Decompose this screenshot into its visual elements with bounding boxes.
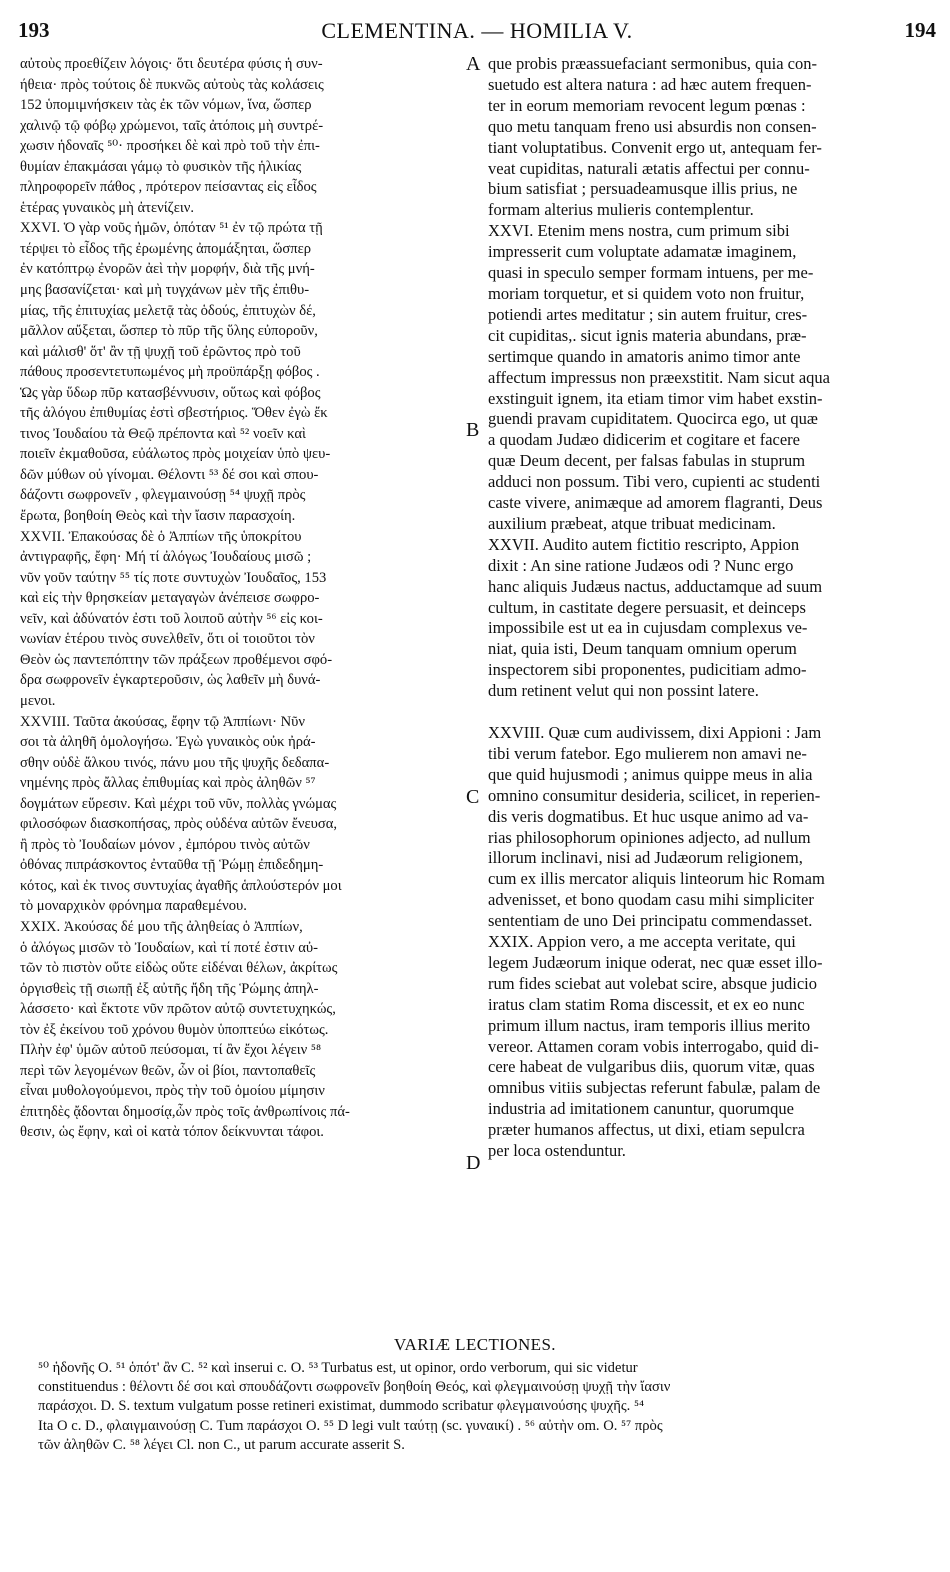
greek-line: θυμίαν ἐπακμάσαι γάμῳ τὸ φυσικὸν τῆς ἡλικίας [20, 158, 302, 175]
greek-line: ὁ ἀλόγως μισῶν τὸ Ἰουδαίων, καὶ τί ποτέ ἐστιν αὐ- [20, 939, 319, 956]
greek-line: 152 ὑπομιμνήσκειν τὰς ἐκ τῶν νόμων, ἵνα, ὥσπερ [20, 97, 312, 114]
greek-line: ἑτέρας γυναικὸς μὴ ἀτενίζειν. [20, 199, 195, 216]
latin-line: legem Judæorum inique oderat, nec quæ esset illo- [488, 952, 823, 972]
greek-line: θεσιν, ὡς ἔφην, καὶ οἱ κατὰ τόπον δείκνυνται τάφοι. [20, 1124, 324, 1141]
greek-line: καὶ εἰς τὴν θρησκείαν μεταγαγὼν ἀνέπεισε σωφρο- [20, 590, 320, 607]
latin-line: per loca ostenduntur. [488, 1141, 626, 1161]
greek-column [20, 54, 460, 1143]
latin-line: advenisset, et bono quodam casu mihi simpliciter [488, 890, 814, 910]
latin-line: impossibile est ut ea in cujusdam complexus ve- [488, 618, 808, 638]
latin-line: XXIX. Appion vero, a me accepta veritate, qui [488, 932, 796, 952]
latin-line: primum illum nactus, iram temporis illius merito [488, 1015, 811, 1035]
latin-line: XXVII. Audito autem fictitio rescripto, Appion [488, 534, 800, 554]
greek-line: ἢ πρὸς τὸ Ἰουδαίων μόνον , ἐμπόρου τινὸς αὐτῶν [20, 836, 310, 853]
margin-marker-b: B [466, 419, 480, 441]
latin-line: a quodam Judæo didicerim et cogitare et facere [488, 430, 800, 450]
latin-line: sententiam de uno Dei principatu commendasset. [488, 911, 813, 931]
latin-line: quæ Deum decent, per falsas fabulas in stuprum [488, 451, 806, 471]
greek-line: αὐτοὺς προεθίζειν λόγοις· ὅτι δευτέρα φύσις ἡ συν- [20, 56, 323, 72]
latin-line: XXVIII. Quæ cum audivissem, dixi Appioni : Jam [488, 722, 822, 742]
greek-line: Ὡς γὰρ ὕδωρ πῦρ κατασβέννυσιν, οὕτως καὶ φόβος [20, 384, 321, 401]
latin-line: omnibus vitiis subjectas referunt fabulæ, palam de [488, 1078, 821, 1098]
latin-line: bium satisfiat ; persuadeamusque illis prius, ne [488, 179, 798, 199]
latin-line: veat cupiditas, naturali ætatis affectui per connu- [488, 158, 810, 178]
latin-line: formam alterius mulieris contemplentur. [488, 200, 754, 220]
latin-line: que quid hujusmodi ; animus quippe meus in alia [488, 764, 813, 784]
latin-line: dis veris dogmatibus. Et huc usque animo ad va- [488, 806, 809, 826]
margin-marker-d: D [466, 1152, 481, 1174]
greek-line: Πλὴν ἐφ' ὑμῶν αὐτοῦ πεύσομαι, τί ἂν ἔχοι λέγειν ⁵⁸ [20, 1042, 322, 1059]
note-line: constituendus : θέλοντι δέ σοι καὶ σπουδάζοντι σωφρονεῖν βοηθοίη Θεός, καὶ φλεγμαινούσῃ ψυχῇ τὴν ἴασιν [38, 1379, 671, 1396]
latin-line: cere habeat de vulgaribus diis, quorum vitæ, quas [488, 1057, 815, 1077]
variae-lectiones-title: VARIÆ LECTIONES. [394, 1335, 556, 1354]
note-line: τῶν ἀληθῶν C. ⁵⁸ λέγει Cl. non C., ut parum accurate asserit S. [38, 1436, 405, 1453]
latin-line: caste vivere, animæque ad amorem flagranti, Deus [488, 493, 823, 513]
greek-line: εἶναι μυθολογούμενοι, πρὸς τὴν τοῦ ὁμοίου μίμησιν [20, 1083, 325, 1100]
greek-line: ποιεῖν ἐκμαθοῦσα, εὐάλωτος πρὸς μοιχείαν ὑπὸ ψευ- [20, 446, 331, 463]
greek-line: μᾶλλον αὔξεται, ὥσπερ τὸ πῦρ τῆς ὕλης εὐποροῦν, [20, 323, 318, 340]
greek-line: XXVIII. Ταῦτα ἀκούσας, ἔφην τῷ Ἀππίωνι· Νῦν [20, 713, 305, 730]
greek-line: κότος, καὶ ἐκ τινος συντυχίας ἀγαθῆς ἁπλούστερόν μοι [20, 877, 342, 894]
latin-line: illorum inclinavi, nisi ad Judæorum religionem, [488, 848, 803, 868]
greek-line: χωσιν ἡδοναῖς ⁵⁰· προσήκει δὲ καὶ πρὸ τοῦ τὴν ἐπι- [20, 138, 320, 155]
latin-line: impresserit cum voluptate adamatæ imaginem, [488, 242, 797, 262]
latin-line: suetudo est altera natura : ad hæc autem frequen- [488, 74, 812, 94]
page-number-left: 193 [18, 18, 50, 42]
greek-line: δῶν μύθων οὐ γίνομαι. Θέλοντι ⁵³ δέ σοι καὶ σπου- [20, 466, 319, 483]
latin-line: potiendi artes meditatur ; sin autem fruitur, cres- [488, 304, 808, 324]
greek-line: δάζοντι σωφρονεῖν , φλεγμαινούσῃ ⁵⁴ ψυχῇ πρὸς [20, 487, 306, 504]
latin-line: auxilium præbeat, atque tribuat medicinam. [488, 513, 776, 533]
greek-line: ἔρωτα, βοηθοίη Θεὸς καὶ τὴν ἴασιν παρασχοίη. [20, 508, 296, 525]
margin-marker-c: C [466, 786, 480, 808]
greek-line: σθην οὐδὲ ἄλκου τινός, πάνυ μου τῆς ψυχῆς δεδαπα- [20, 754, 330, 771]
greek-line: περὶ τῶν λεγομένων θεῶν, ὧν οἱ βίοι, παντοπαθεῖς [20, 1062, 316, 1079]
page-header [18, 18, 936, 46]
latin-line: ter in eorum memoriam revocent legum pœnas : [488, 95, 806, 115]
latin-line: vereor. Attamen coram vobis interrogabo, quid di- [488, 1036, 819, 1056]
latin-line: cultum, in castitate degere persuasit, et deinceps [488, 597, 806, 617]
latin-line: hanc aliquis Judæus nactus, adductamque ad suum [488, 576, 823, 596]
latin-line: XXVI. Etenim mens nostra, cum primum sibi [488, 221, 790, 241]
greek-line: τῶν τὸ πιστὸν οὔτε εἰδὼς οὔτε εἰδέναι θέλων, ἀκρίτως [20, 960, 338, 977]
greek-line: XXIX. Ἀκούσας δέ μου τῆς ἀληθείας ὁ Ἀππίων, [20, 918, 303, 935]
note-line: Ita O c. D., φλαιγμαινούσῃ C. Tum παράσχοι O. ⁵⁵ D legi vult ταύτῃ (sc. γυναικί) . ⁵⁶ αὐτὴν om. O. ⁵⁷ πρὸς [38, 1417, 663, 1434]
latin-line: omnino consumitur desideria, scilicet, in reperien- [488, 785, 821, 805]
latin-line: sertimque quando in amatoris animo timor ante [488, 346, 801, 366]
latin-line: rum fides sciebat aut volebat scire, absque judicio [488, 973, 817, 993]
greek-line: ἐπιτηδὲς ᾄδονται δημοσίᾳ,ὧν πρὸς τοῖς ἀνθρωπίνοις πά- [20, 1103, 350, 1120]
greek-line: λάσσετο· καὶ ἔκτοτε νῦν πρῶτον αὐτῷ συντετυχηκώς, [20, 1001, 336, 1018]
page-number-right: 194 [904, 18, 936, 42]
greek-line: νεῖν, καὶ ἀδύνατόν ἐστι τοῦ λοιποῦ αὐτὴν ⁵⁶ εἰς κοι- [20, 610, 323, 627]
greek-line: νῦν γοῦν ταύτην ⁵⁵ τίς ποτε συντυχὼν Ἰουδαῖος, 153 [20, 569, 327, 586]
latin-line: exstinguit ignem, ita etiam timor vim habet exstin- [488, 388, 823, 408]
latin-line: tiant voluptatibus. Convenit ergo ut, antequam fer- [488, 137, 822, 157]
latin-line: dixit : An sine ratione Judæos odi ? Nunc ergo [488, 555, 794, 575]
greek-line: τὸ μοναρχικὸν φρόνημα παραθεμένου. [20, 898, 247, 915]
greek-line: μίας, τῆς ἐπιτυχίας μελετᾷ τὰς ὁδούς, ἐπιτυχὼν δέ, [20, 302, 316, 319]
latin-line: iratus clam statim Roma discessit, et ex eo nunc [488, 994, 805, 1014]
latin-line: guendi pravam cupiditatem. Quocirca ego, ut quæ [488, 409, 818, 429]
greek-line: πάθους προσεντετυπωμένος μὴ προϋπάρξῃ φόβος . [20, 364, 320, 381]
latin-line: tibi verum fatebor. Ego mulierem non amavi ne- [488, 743, 807, 763]
greek-line: μενοι. [20, 692, 56, 709]
latin-line: cit cupiditas,. sicut ignis materia abundans, præ- [488, 325, 807, 345]
latin-line: moriam torquetur, et si quidem voto non fruitur, [488, 283, 805, 303]
latin-line: adduci non possum. Tibi vero, cupienti ac studenti [488, 472, 821, 492]
latin-line: dum retinent velut qui non possint latere. [488, 681, 759, 701]
running-title: CLEMENTINA. — HOMILIA V. [321, 18, 633, 43]
latin-line: affectum impressus non præexstitit. Nam sicut aqua [488, 367, 831, 387]
greek-line: τέρψει τὸ εἶδος τῆς ἐρωμένης ἀπομάξηται, ὥσπερ [20, 240, 312, 257]
greek-line: τῆς ἀλόγου ἐπιθυμίας ἐστὶ σβεστήριος. Ὅθεν ἐγὼ ἔκ [20, 405, 328, 422]
greek-line: XXVII. Ἐπακούσας δὲ ὁ Ἀππίων τῆς ὑποκρίτου [20, 528, 302, 545]
greek-line: πληροφορεῖν πάθος , πρότερον πείσαντας εἰς εἶδος [20, 179, 317, 196]
greek-line: σοι τὰ ἀληθῆ ὁμολογήσω. Ἐγὼ γυναικὸς οὐκ ἠρά- [20, 734, 316, 751]
latin-column [488, 54, 932, 1162]
latin-line: inspectorem sibi proponentes, pudicitiam admo- [488, 660, 807, 680]
latin-line: præter humanos affectus, ut dixi, etiam sepulcra [488, 1120, 805, 1140]
latin-line [488, 702, 932, 723]
latin-line: que probis præassuefaciant sermonibus, quia con- [488, 54, 818, 73]
variae-lectiones-notes [38, 1359, 934, 1455]
greek-line: νημένης πρὸς ἄλλας ἐπιθυμίας καὶ πρὸς ἀληθῶν ⁵⁷ [20, 775, 316, 792]
greek-line: ήθεια· πρὸς τούτοις δὲ πυκνῶς αὐτοὺς τὰς κολάσεις [20, 76, 324, 93]
greek-line: ἀντιγραφῆς, ἔφη· Μή τί ἀλόγως Ἰουδαίους μισῶ ; [20, 549, 312, 566]
latin-line: quasi in speculo semper formam intuens, per me- [488, 263, 814, 283]
greek-line: δογμάτων εὕρεσιν. Καὶ μέχρι τοῦ νῦν, πολλὰς γνώμας [20, 795, 337, 812]
greek-line: νωνίαν ἑτέρου τινὸς συνελθεῖν, ὅτι οἱ τοιοῦτοι τὸν [20, 631, 315, 648]
note-line: παράσχοι. D. S. textum vulgatum posse retineri existimat, dummodo scribatur φλεγμαινούσης ψυχῆς. ⁵⁴ [38, 1398, 645, 1415]
greek-line: Θεὸν ὡς παντεπόπτην τῶν πράξεων προθέμενοι σφό- [20, 651, 333, 668]
latin-line: quo metu tanquam freno usi absurdis non consen- [488, 116, 817, 136]
latin-line: cum ex illis mercator aliquis linteorum hic Romam [488, 869, 825, 889]
greek-line: XXVI. Ὁ γὰρ νοῦς ἡμῶν, ὁπόταν ⁵¹ ἐν τῷ πρώτα τῇ [20, 220, 323, 237]
greek-line: τινος Ἰουδαίου τὰ Θεῷ πρέποντα καὶ ⁵² νοεῖν καὶ [20, 425, 306, 442]
greek-line: χαλινῷ τῷ φόβῳ χρώμενοι, ταῖς ἀτόποις μὴ συντρέ- [20, 117, 324, 134]
note-line: ⁵⁰ ἡδονῆς O. ⁵¹ ὁπότ' ἂν C. ⁵² καὶ inserui c. O. ⁵³ Turbatus est, ut opinor, ordo verborum, qui sic videtur [38, 1360, 638, 1376]
margin-marker-a: A [466, 53, 481, 75]
greek-line: ἐν κατόπτρῳ ἐνορῶν ἀεὶ τὴν μορφήν, διὰ τῆς μνή- [20, 261, 315, 278]
latin-line: industria ad imitationem canuntur, quorumque [488, 1099, 794, 1119]
greek-line: ὀθόνας πιπράσκοντος ἐνταῦθα τῇ Ῥώμῃ ἐπιδεδημη- [20, 857, 324, 874]
greek-line: τὸν ἐξ ἐκείνου τοῦ χρόνου θυμὸν ὑποπτεύω εἰκότως. [20, 1021, 329, 1038]
latin-line: niat, quia isti, Deum tanquam omnium operum [488, 639, 797, 659]
greek-line: καὶ μάλισθ' ὅτ' ἂν τῇ ψυχῇ τοῦ ἐρῶντος πρὸ τοῦ [20, 343, 301, 360]
greek-line: δρα σωφρονεῖν ἐγκαρτεροῦσιν, ὡς λαθεῖν μὴ δυνά- [20, 672, 321, 689]
greek-line: ὀργισθεὶς τῇ σιωπῇ ἐξ αὐτῆς ἤδη τῆς Ῥώμης ἀπηλ- [20, 980, 319, 997]
greek-line: μης βασανίζεται· καὶ μὴ τυγχάνων μὲν τῆς ἐπιθυ- [20, 282, 310, 299]
greek-line: φιλοσόφων διασκοπήσας, πρὸς οὐδένα αὐτῶν ἔνευσα, [20, 816, 338, 833]
latin-line: rias philosophorum opiniones adjecto, ad nullum [488, 827, 811, 847]
